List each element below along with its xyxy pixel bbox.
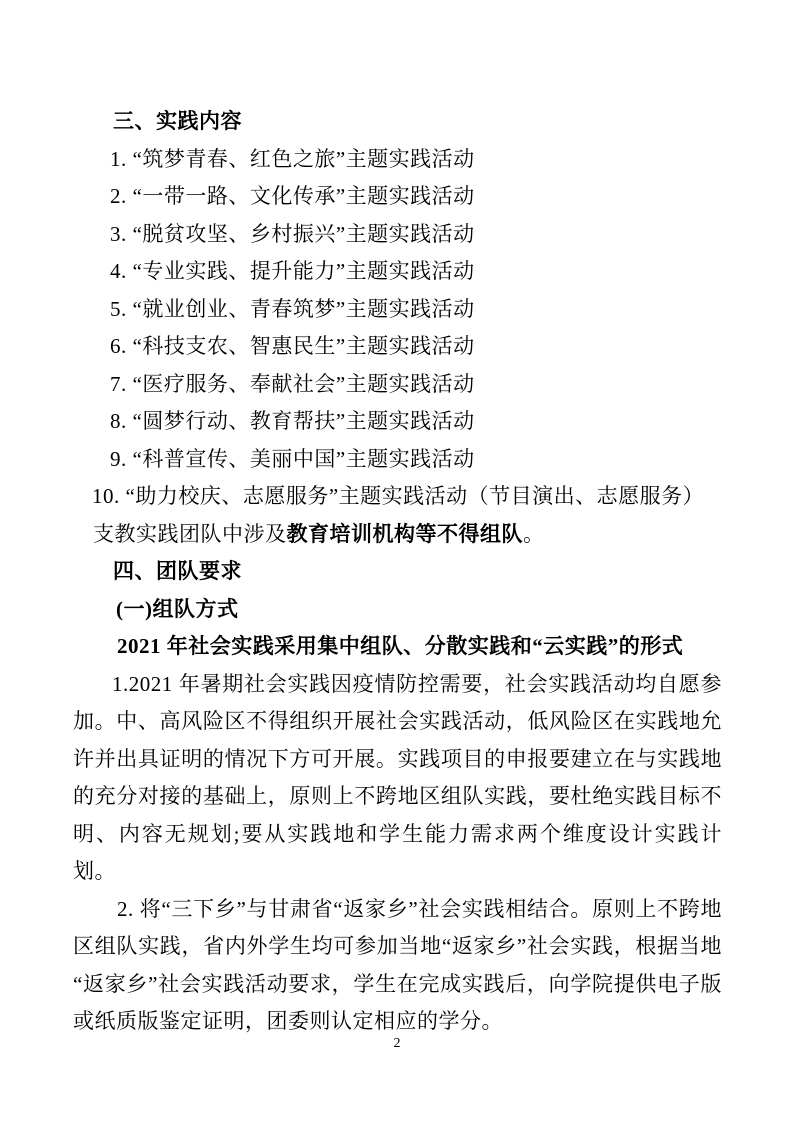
- practice-item-3: 3. “脱贫攻坚、乡村振兴”主题实践活动: [110, 221, 475, 246]
- continuation-bold-text: 教育培训机构等不得组队: [286, 521, 523, 546]
- team-formation-paragraph-1: 1.2021 年暑期社会实践因疫情防控需要，社会实践活动均自愿参加。中、高风险区不得组织开展社会实践活动，低风险区在实践地允许并出具证明的情况下方可开展。实践项目的申报要建立在与实践地的充分对接的基础上，原则上不跨地区组队实践，要杜绝实践目标不明、内容无规划;要从实践地和学生能力需求两个维度设计实践计划。: [73, 671, 722, 883]
- document-body: [73, 103, 722, 1041]
- practice-item-8: 8. “圆梦行动、教育帮扶”主题实践活动: [110, 409, 475, 433]
- practice-item-6: 6. “科技支农、智惠民生”主题实践活动: [110, 334, 475, 358]
- practice-item-2: 2. “一带一路、文化传承”主题实践活动: [110, 184, 475, 208]
- practice-item-7: 7. “医疗服务、奉献社会”主题实践活动: [110, 371, 475, 396]
- team-formation-bold-statement: 2021 年社会实践采用集中组队、分散实践和“云实践”的形式: [117, 634, 684, 658]
- practice-item-4: 4. “专业实践、提升能力”主题实践活动: [110, 259, 475, 283]
- continuation-normal-text: 支教实践团队中涉及: [93, 521, 287, 546]
- practice-item-1: 1. “筑梦青春、红色之旅”主题实践活动: [110, 146, 475, 171]
- practice-item-10: 10. “助力校庆、志愿服务”主题实践活动（节目演出、志愿服务）: [92, 484, 705, 508]
- page-number: 2: [393, 1036, 401, 1051]
- practice-item-10-continuation: [73, 516, 722, 554]
- section-heading-team-requirements: 四、团队要求: [113, 559, 242, 583]
- section-heading-practice-content: 三、实践内容: [113, 109, 242, 133]
- continuation-period: 。: [523, 521, 545, 546]
- practice-item-5: 5. “就业创业、青春筑梦”主题实践活动: [110, 296, 475, 321]
- practice-item-9: 9. “科普宣传、美丽中国”主题实践活动: [110, 446, 475, 471]
- sub-heading-team-formation: (一)组队方式: [116, 596, 239, 621]
- team-formation-paragraph-2: 2. 将“三下乡”与甘肃省“返家乡”社会实践相结合。原则上不跨地区组队实践，省内外学生均可参加当地“返家乡”社会实践，根据当地“返家乡”社会实践活动要求，学生在完成实践后，向学院提供电子版或纸质版鉴定证明，团委则认定相应的学分。: [73, 896, 722, 1033]
